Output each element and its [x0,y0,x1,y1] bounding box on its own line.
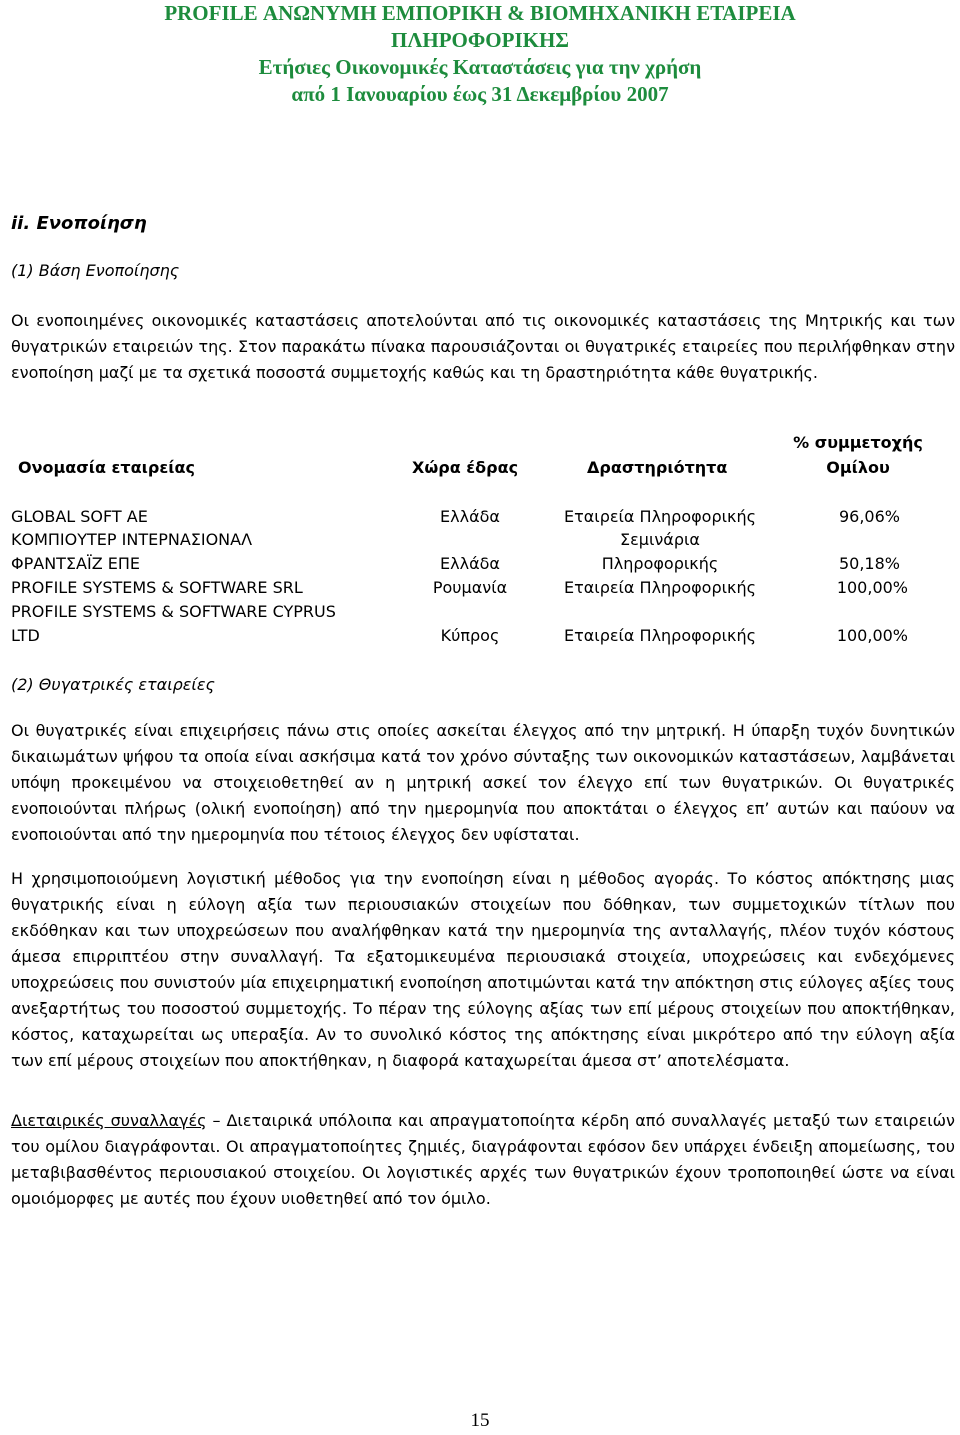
table-row-4-name-line1: PROFILE SYSTEMS & SOFTWARE CYPRUS [11,602,336,621]
header-statement-title: Ετήσιες Οικονομικές Καταστάσεις για την χρήση [258,55,702,79]
header-company-line1: PROFILE ΑΝΩΝΥΜΗ ΕΜΠΟΡΙΚΗ & ΒΙΟΜΗΧΑΝΙΚΗ ΕΤΑΙΡΕΙΑ [164,1,796,25]
table-row-1-name: GLOBAL SOFT AE [11,507,148,526]
table-row-2-activity-line2: Πληροφορικής [601,554,719,573]
header-company-line2: ΠΛΗΡΟΦΟΡΙΚΗΣ [390,28,570,52]
table-row-1-share: 96,06% [838,507,900,526]
table-row-4-name-line2: LTD [11,626,40,645]
col-header-country: Χώρα έδρας [412,458,519,477]
page-number: 15 [470,1410,490,1431]
table-row-2-name-line1: ΚΟΜΠΙΟΥΤΕΡ ΙΝΤΕΡΝΑΣΙΟΝΑΛ [11,530,253,549]
intercompany-transactions-text: – Διεταιρικά υπόλοιπα και απραγματοποίητα κέρδη από συναλλαγές μεταξύ των εταιρειών του ομίλου διαγράφονται. Οι απραγματοποίητες ζημιές, διαγράφονται εφόσον δεν υπάρχει ένδειξη απομείωσης, του μεταβιβασθέντος περιουσιακού στοιχείου. Οι λογιστικές αρχές των θυγατρικών έχουν τροποποιηθεί ώστε να είναι ομοιόμορφες με αυτές που έχουν υιοθετηθεί από τον όμιλο. [11,1111,955,1208]
table-row-2-activity-line1: Σεμινάρια [620,530,700,549]
table-row-4-country: Κύπρος [440,626,500,645]
intro-paragraph: Οι ενοποιημένες οικονομικές καταστάσεις αποτελούνται από τις οικονομικές καταστάσεις της Μητρικής και των θυγατρικών εταιρειών της. Στον παρακάτω πίνακα παρουσιάζονται οι θυγατρικές εταιρείες που περιλήφθηκαν στην ενοποίηση μαζί με τα σχετικά ποσοστά συμμετοχής καθώς και τη δραστηριότητα κάθε θυγατρικής. [11,311,955,382]
subsidiaries-paragraph-2: Η χρησιμοποιούμενη λογιστική μέθοδος για την ενοποίηση είναι η μέθοδος αγοράς. Το κόστος απόκτησης μιας θυγατρικής είναι η εύλογη αξία των περιουσιακών στοιχείων που δόθηκαν, των συμμετοχικών τίτλων που εκδόθηκαν και των υποχρεώσεων που αναλήφθηκαν κατά την ημερομηνία της ανταλλαγής, πλέον τυχόν κόστους άμεσα επιρριπτέου στην συναλλαγή. Τα εξατομικευμένα περιουσιακά στοιχεία, υποχρεώσεις και ενδεχόμενες υποχρεώσεις που συνιστούν μία επιχειρηματική ενοποίηση αποτιμώνται κατά την απόκτηση στις εύλογες αξίες τους ανεξαρτήτως του ποσοστού συμμετοχής. Το πέραν της εύλογης αξίας των επί μέρους στοιχείων που αποκτήθηκαν, κόστος, καταχωρείται ως υπεραξία. Αν το συνολικό κόστος της απόκτησης είναι μικρότερο από την εύλογη αξία των επί μέρους στοιχείων που αποκτήθηκαν, η διαφορά καταχωρείται άμεσα στ’ αποτελέσματα. [11,869,955,1070]
col-header-share-line1: % συμμετοχής [793,433,923,452]
col-header-activity: Δραστηριότητα [587,458,728,477]
table-row-1-activity: Εταιρεία Πληροφορικής [563,507,756,526]
intercompany-transactions-label: Διεταιρικές συναλλαγές [11,1111,207,1130]
col-header-company-name: Ονομασία εταιρείας [18,458,195,477]
table-row-2-name-line2: ΦΡΑΝΤΣΑΪΖ ΕΠΕ [11,554,140,573]
table-row-3-name: PROFILE SYSTEMS & SOFTWARE SRL [11,578,303,597]
section-title: ii. Ενοποίηση [11,213,147,234]
document-header [0,0,960,108]
table-row-3-activity: Εταιρεία Πληροφορικής [563,578,756,597]
table-row-3-country: Ρουμανία [432,578,508,597]
subsection-basis-title: (1) Βάση Ενοποίησης [11,261,180,280]
table-row-1-country: Ελλάδα [440,507,500,526]
table-row-3-share: 100,00% [836,578,908,597]
table-row-2-share: 50,18% [838,554,900,573]
subsection-subsidiaries-title: (2) Θυγατρικές εταιρείες [11,675,215,694]
subsidiaries-paragraph-1: Οι θυγατρικές είναι επιχειρήσεις πάνω στις οποίες ασκείται έλεγχος από την μητρική. Η ύπαρξη τυχόν δυνητικών δικαιωμάτων ψήφου τα οποία είναι ασκήσιμα κατά τον χρόνο σύνταξης των οικονομικών καταστάσεων, λαμβάνεται υπόψη προκειμένου να στοιχειοθετηθεί αν η μητρική ασκεί τον έλεγχο επί των θυγατρικών. Οι θυγατρικές ενοποιούνται πλήρως (ολική ενοποίηση) από την ημερομηνία που αποκτάται ο έλεγχος επ’ αυτών και παύουν να ενοποιούνται από την ημερομηνία που τέτοιος έλεγχος δεν υφίσταται. [11,721,955,844]
table-row-4-activity: Εταιρεία Πληροφορικής [563,626,756,645]
col-header-share-line2: Ομίλου [826,458,890,477]
table-row-4-share: 100,00% [836,626,908,645]
subsidiaries-paragraph-3 [11,1108,955,1212]
table-row-2-country: Ελλάδα [440,554,500,573]
header-period: από 1 Ιανουαρίου έως 31 Δεκεμβρίου 2007 [291,82,669,106]
